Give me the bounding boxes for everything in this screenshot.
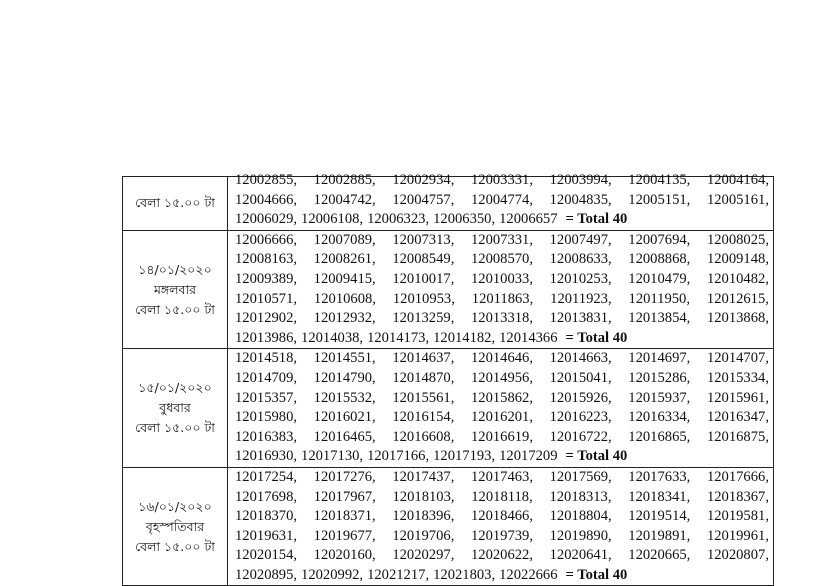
roll-number: 12020160, (313, 547, 376, 564)
roll-number: 12006657 (499, 211, 558, 228)
exam-time: বেলা ১৫.০০ টা (135, 301, 215, 317)
roll-number: 12015926, (549, 389, 612, 406)
roll-number: 12016930, (235, 448, 298, 465)
roll-line (235, 250, 769, 270)
roll-number: 12017193, (433, 448, 496, 465)
roll-number: 12020154, (235, 547, 298, 564)
roll-number: 12016875, (706, 428, 769, 445)
roll-number: 12019631, (235, 527, 298, 544)
total-count: = Total 40 (565, 211, 628, 228)
roll-number: 12003994, (549, 172, 612, 188)
roll-number: 12004666, (235, 191, 298, 208)
exam-time: বেলা ১৫.০০ টা (135, 420, 215, 436)
roll-number: 12014182, (433, 329, 496, 346)
roll-numbers-cell (228, 349, 774, 468)
roll-number: 12006666, (235, 231, 298, 248)
roll-line-last (235, 329, 769, 349)
roll-number: 12019581, (706, 508, 769, 525)
roll-number: 12017967, (313, 488, 376, 505)
roll-number: 12007694, (628, 231, 691, 248)
roll-number: 12002855, (235, 172, 298, 188)
roll-number: 12017698, (235, 488, 298, 505)
exam-date: ১৬/০১/২০২০ (138, 498, 212, 514)
roll-number: 12015041, (549, 369, 612, 386)
roll-number: 12013986, (235, 329, 298, 346)
roll-number: 12004164, (706, 172, 769, 188)
roll-number: 12006108, (301, 211, 364, 228)
roll-numbers-cell (228, 172, 774, 231)
roll-number: 12007497, (549, 231, 612, 248)
roll-numbers-cell (228, 467, 774, 586)
roll-number: 12014697, (628, 350, 691, 367)
roll-number: 12014038, (301, 329, 364, 346)
roll-numbers-cell (228, 230, 774, 349)
roll-line (235, 231, 769, 251)
roll-number: 12006350, (433, 211, 496, 228)
roll-number: 12011923, (550, 290, 612, 307)
roll-number: 12006029, (235, 211, 298, 228)
roll-number: 12019890, (549, 527, 612, 544)
roll-number: 12012932, (313, 310, 376, 327)
roll-number: 12012902, (235, 310, 298, 327)
roll-number: 12017569, (549, 468, 612, 485)
total-count: = Total 40 (565, 329, 628, 346)
roll-line-last (235, 566, 769, 586)
roll-line-last (235, 210, 769, 230)
roll-number: 12015980, (235, 409, 298, 426)
roll-number: 12018371, (313, 508, 376, 525)
roll-number: 12013868, (706, 310, 769, 327)
roll-number: 12013831, (549, 310, 612, 327)
schedule-row (123, 230, 774, 349)
roll-line (235, 507, 769, 527)
total-count: = Total 40 (565, 566, 628, 583)
roll-number: 12010479, (628, 270, 691, 287)
roll-number: 12002885, (313, 172, 376, 188)
schedule-table-body (123, 172, 774, 586)
roll-number: 12018103, (392, 488, 455, 505)
roll-line (235, 270, 769, 290)
roll-line (235, 408, 769, 428)
roll-number: 12013854, (628, 310, 691, 327)
roll-number: 12018313, (549, 488, 612, 505)
roll-number: 12018341, (628, 488, 691, 505)
roll-number: 12008633, (549, 251, 612, 268)
roll-number: 12020895, (235, 566, 298, 583)
roll-number: 12019677, (313, 527, 376, 544)
roll-number: 12004757, (392, 191, 455, 208)
roll-number: 12020665, (628, 547, 691, 564)
roll-number: 12017130, (301, 448, 364, 465)
roll-number: 12022666 (499, 566, 558, 583)
roll-number: 12019961, (706, 527, 769, 544)
roll-number: 12014709, (235, 369, 298, 386)
roll-number: 12011863, (471, 290, 534, 307)
exam-day: বৃহস্পতিবার (145, 518, 205, 534)
roll-number: 12020622, (470, 547, 533, 564)
roll-number: 12016465, (313, 428, 376, 445)
roll-number: 12008025, (706, 231, 769, 248)
roll-number: 12014551, (313, 350, 376, 367)
roll-line (235, 468, 769, 488)
roll-number: 12009415, (313, 270, 376, 287)
roll-number: 12020641, (549, 547, 612, 564)
roll-number: 12015862, (470, 389, 533, 406)
roll-number: 12017276, (313, 468, 376, 485)
roll-number: 12015561, (392, 389, 455, 406)
roll-number: 12002934, (392, 172, 455, 188)
roll-number: 12007313, (392, 231, 455, 248)
roll-number: 12010017, (392, 270, 455, 287)
roll-number: 12005161, (706, 191, 769, 208)
roll-number: 12017254, (235, 468, 298, 485)
total-count: = Total 40 (565, 448, 628, 465)
roll-number: 12016865, (628, 428, 691, 445)
roll-number: 12014518, (235, 350, 298, 367)
roll-line (235, 191, 769, 211)
roll-line (235, 171, 769, 191)
roll-number: 12017437, (392, 468, 455, 485)
roll-number: 12004835, (549, 191, 612, 208)
roll-number: 12003331, (470, 172, 533, 188)
roll-line (235, 546, 769, 566)
roll-number: 12016383, (235, 428, 298, 445)
roll-number: 12019739, (470, 527, 533, 544)
roll-number: 12016619, (470, 428, 533, 445)
date-cell (123, 177, 228, 231)
exam-date: ১৪/০১/২০২০ (138, 261, 212, 277)
roll-number: 12015532, (313, 389, 376, 406)
roll-number: 12004742, (313, 191, 376, 208)
roll-number: 12018118, (471, 488, 533, 505)
roll-number: 12018367, (706, 488, 769, 505)
roll-number: 12015334, (706, 369, 769, 386)
roll-number: 12010033, (470, 270, 533, 287)
exam-day: বুধবার (159, 400, 191, 416)
roll-number: 12014366 (499, 329, 558, 346)
roll-line (235, 527, 769, 547)
roll-number: 12007331, (470, 231, 533, 248)
roll-number: 12014173, (367, 329, 430, 346)
roll-number: 12012615, (706, 290, 769, 307)
roll-line (235, 389, 769, 409)
roll-number: 12016201, (470, 409, 533, 426)
roll-number: 12013318, (470, 310, 533, 327)
roll-number: 12020297, (392, 547, 455, 564)
roll-number: 12015286, (628, 369, 691, 386)
schedule-row (123, 467, 774, 586)
roll-number: 12015961, (706, 389, 769, 406)
roll-number: 12008868, (628, 251, 691, 268)
date-cell (123, 349, 228, 468)
roll-number: 12017633, (628, 468, 691, 485)
roll-number: 12017463, (470, 468, 533, 485)
roll-number: 12008549, (392, 251, 455, 268)
roll-number: 12016223, (549, 409, 612, 426)
roll-number: 12021803, (433, 566, 496, 583)
exam-schedule-table (122, 172, 774, 586)
roll-number: 12021217, (367, 566, 430, 583)
roll-number: 12008570, (470, 251, 533, 268)
schedule-row (123, 349, 774, 468)
roll-number: 12020807, (706, 547, 769, 564)
roll-number: 12018804, (549, 508, 612, 525)
roll-number: 12016334, (628, 409, 691, 426)
roll-number: 12015357, (235, 389, 298, 406)
roll-number: 12009389, (235, 270, 298, 287)
roll-number: 12010608, (313, 290, 376, 307)
roll-number: 12014663, (549, 350, 612, 367)
roll-number: 12019514, (628, 508, 691, 525)
roll-number: 12017666, (706, 468, 769, 485)
exam-date: ১৫/০১/২০২০ (138, 380, 212, 396)
roll-number: 12014707, (706, 350, 769, 367)
roll-number: 12016608, (392, 428, 455, 445)
date-cell (123, 467, 228, 586)
roll-number: 12018370, (235, 508, 298, 525)
roll-number: 12008163, (235, 251, 298, 268)
roll-line (235, 428, 769, 448)
roll-number: 12010571, (235, 290, 298, 307)
roll-number: 12014637, (392, 350, 455, 367)
roll-number: 12017209 (499, 448, 558, 465)
roll-number: 12014956, (470, 369, 533, 386)
roll-number: 12018466, (470, 508, 533, 525)
roll-number: 12018396, (392, 508, 455, 525)
roll-line (235, 349, 769, 369)
roll-line (235, 309, 769, 329)
roll-line (235, 290, 769, 310)
roll-number: 12016154, (392, 409, 455, 426)
roll-number: 12013259, (392, 310, 455, 327)
exam-time: বেলা ১৫.০০ টা (135, 538, 215, 554)
schedule-row (123, 177, 774, 231)
date-cell (123, 230, 228, 349)
roll-number: 12019706, (392, 527, 455, 544)
roll-number: 12008261, (313, 251, 376, 268)
roll-number: 12011950, (628, 290, 690, 307)
roll-number: 12009148, (706, 251, 769, 268)
roll-number: 12020992, (301, 566, 364, 583)
roll-number: 12006323, (367, 211, 430, 228)
roll-line (235, 369, 769, 389)
roll-number: 12017166, (367, 448, 430, 465)
exam-day: মঙ্গলবার (153, 281, 196, 297)
roll-number: 12010953, (392, 290, 455, 307)
roll-number: 12015937, (628, 389, 691, 406)
exam-time: বেলা ১৫.০০ টা (135, 195, 215, 211)
roll-number: 12004774, (470, 191, 533, 208)
roll-number: 12014870, (392, 369, 455, 386)
roll-number: 12019891, (628, 527, 691, 544)
roll-number: 12014646, (470, 350, 533, 367)
roll-number: 12014790, (313, 369, 376, 386)
schedule-sheet (122, 172, 774, 586)
roll-number: 12016021, (313, 409, 376, 426)
roll-number: 12007089, (313, 231, 376, 248)
roll-number: 12005151, (628, 191, 691, 208)
roll-number: 12016347, (706, 409, 769, 426)
roll-number: 12016722, (549, 428, 612, 445)
roll-line-last (235, 447, 769, 467)
roll-line (235, 488, 769, 508)
roll-number: 12010482, (706, 270, 769, 287)
roll-number: 12004135, (628, 172, 691, 188)
roll-number: 12010253, (549, 270, 612, 287)
